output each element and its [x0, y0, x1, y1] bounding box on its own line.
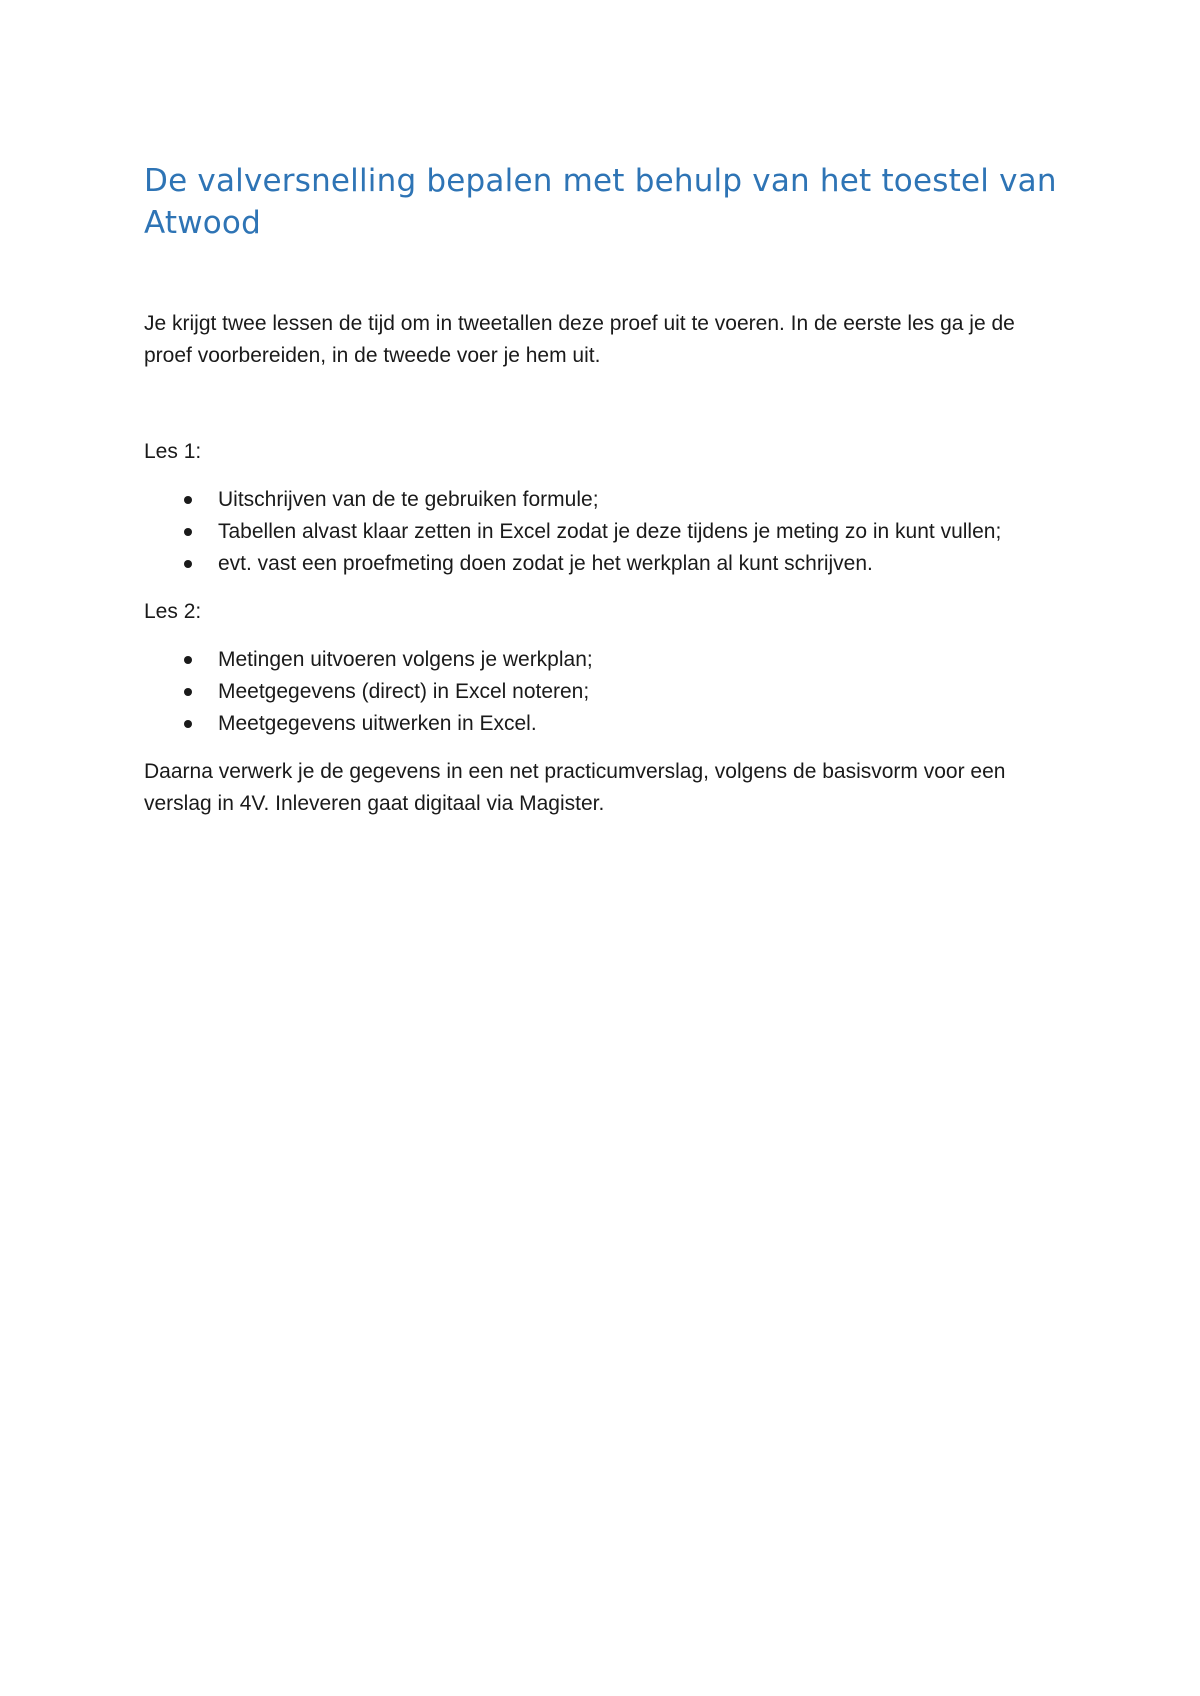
- list-item-text: Meetgegevens uitwerken in Excel.: [218, 712, 537, 735]
- les-2-list: [144, 644, 1064, 740]
- list-item: [144, 644, 1064, 676]
- list-item-text: evt. vast een proefmeting doen zodat je het werkplan al kunt schrijven.: [218, 552, 873, 575]
- list-item: [144, 708, 1064, 740]
- list-item-text: Uitschrijven van de te gebruiken formule;: [218, 488, 599, 511]
- bullet-dot-icon: [184, 720, 192, 728]
- list-item: [144, 516, 1064, 548]
- intro-paragraph: Je krijgt twee lessen de tijd om in tweetallen deze proef uit te voeren. In de eerste les ga je de proef voorbereiden, in de tweede voer je hem uit.: [144, 312, 1015, 367]
- closing-paragraph: Daarna verwerk je de gegevens in een net practicumverslag, volgens de basisvorm voor een verslag in 4V. Inleveren gaat digitaal via Magister.: [144, 760, 1006, 815]
- bullet-dot-icon: [184, 496, 192, 504]
- list-item: [144, 548, 1064, 580]
- list-item: [144, 484, 1064, 516]
- document-title: De valversnelling bepalen met behulp van het toestel van Atwood: [144, 163, 1057, 241]
- list-item-text: Tabellen alvast klaar zetten in Excel zodat je deze tijdens je meting zo in kunt vullen;: [218, 520, 1002, 543]
- les-1-heading: Les 1:: [144, 440, 202, 463]
- list-item-text: Meetgegevens (direct) in Excel noteren;: [218, 680, 590, 703]
- list-item: [144, 676, 1064, 708]
- bullet-dot-icon: [184, 560, 192, 568]
- list-item-text: Metingen uitvoeren volgens je werkplan;: [218, 648, 593, 671]
- les-2-heading: Les 2:: [144, 600, 202, 623]
- bullet-dot-icon: [184, 688, 192, 696]
- bullet-dot-icon: [184, 656, 192, 664]
- bullet-dot-icon: [184, 528, 192, 536]
- les-1-list: [144, 484, 1064, 580]
- document-body: [144, 160, 1064, 820]
